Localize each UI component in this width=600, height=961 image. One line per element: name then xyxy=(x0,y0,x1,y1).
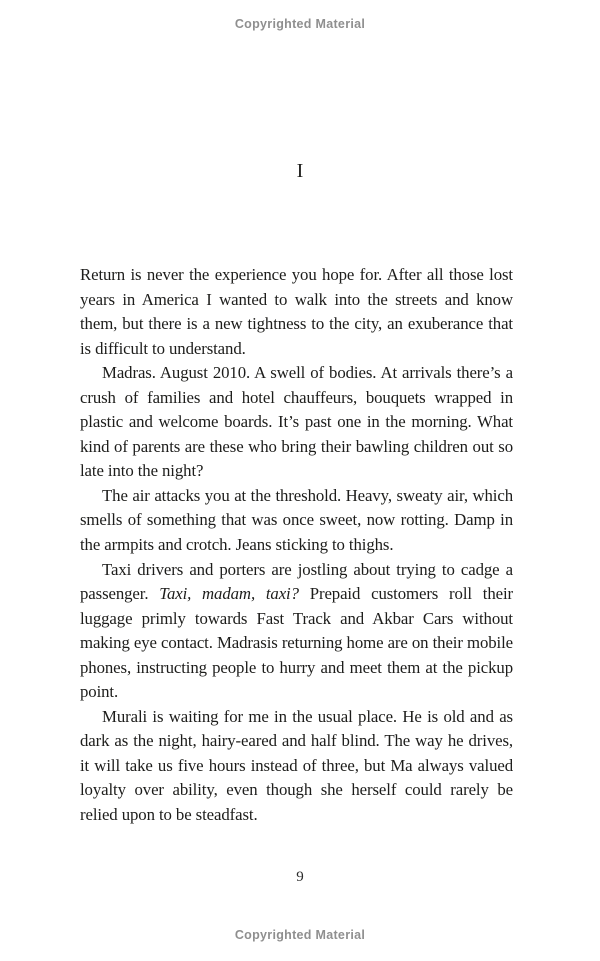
paragraph xyxy=(80,361,513,484)
copyright-notice-bottom: Copyrighted Material xyxy=(234,928,366,942)
text-run: Prepaid customers roll their luggage primly towards Fast Track and Akbar Cars without making eye contact. Madrasis returning home are on their mobile phones, instructing people to hurry and meet them at the pickup point. xyxy=(80,584,514,702)
paragraph xyxy=(80,705,513,828)
copyright-notice-top: Copyrighted Material xyxy=(234,17,366,31)
text-run: Return is never the experience you hope for. After all those lost years in America I wanted to walk into the streets and know them, but there is a new tightness to the city, an exuberance that is difficult to understand. xyxy=(80,265,513,358)
body-text xyxy=(80,263,513,828)
text-run: Madras. August 2010. A swell of bodies. At arrivals there’s a crush of families and hotel chauffeurs, bouquets wrapped in plastic and welcome boards. It’s past one in the morning. What kind of parents are these who bring their bawling children out so late into the night? xyxy=(80,363,513,481)
text-run: The air attacks you at the threshold. Heavy, sweaty air, which smells of something that was once sweet, now rotting. Damp in the armpits and crotch. Jeans sticking to thighs. xyxy=(80,485,513,555)
chapter-number: I xyxy=(296,160,304,182)
italic-text-run: Taxi, madam, taxi? xyxy=(159,584,299,604)
paragraph xyxy=(80,558,513,705)
page-number: 9 xyxy=(296,869,304,885)
text-run: Murali is waiting for me in the usual place. He is old and as dark as the night, hairy-eared and half blind. The way he drives, it will take us five hours instead of three, but Ma always valued loyalty over ability, even though she herself could rarely be relied upon to be steadfast. xyxy=(80,706,513,825)
text-run: Taxi drivers and porters are jostling about trying to cadge a passenger. xyxy=(80,559,513,604)
paragraph xyxy=(80,484,513,558)
paragraph xyxy=(80,263,513,361)
